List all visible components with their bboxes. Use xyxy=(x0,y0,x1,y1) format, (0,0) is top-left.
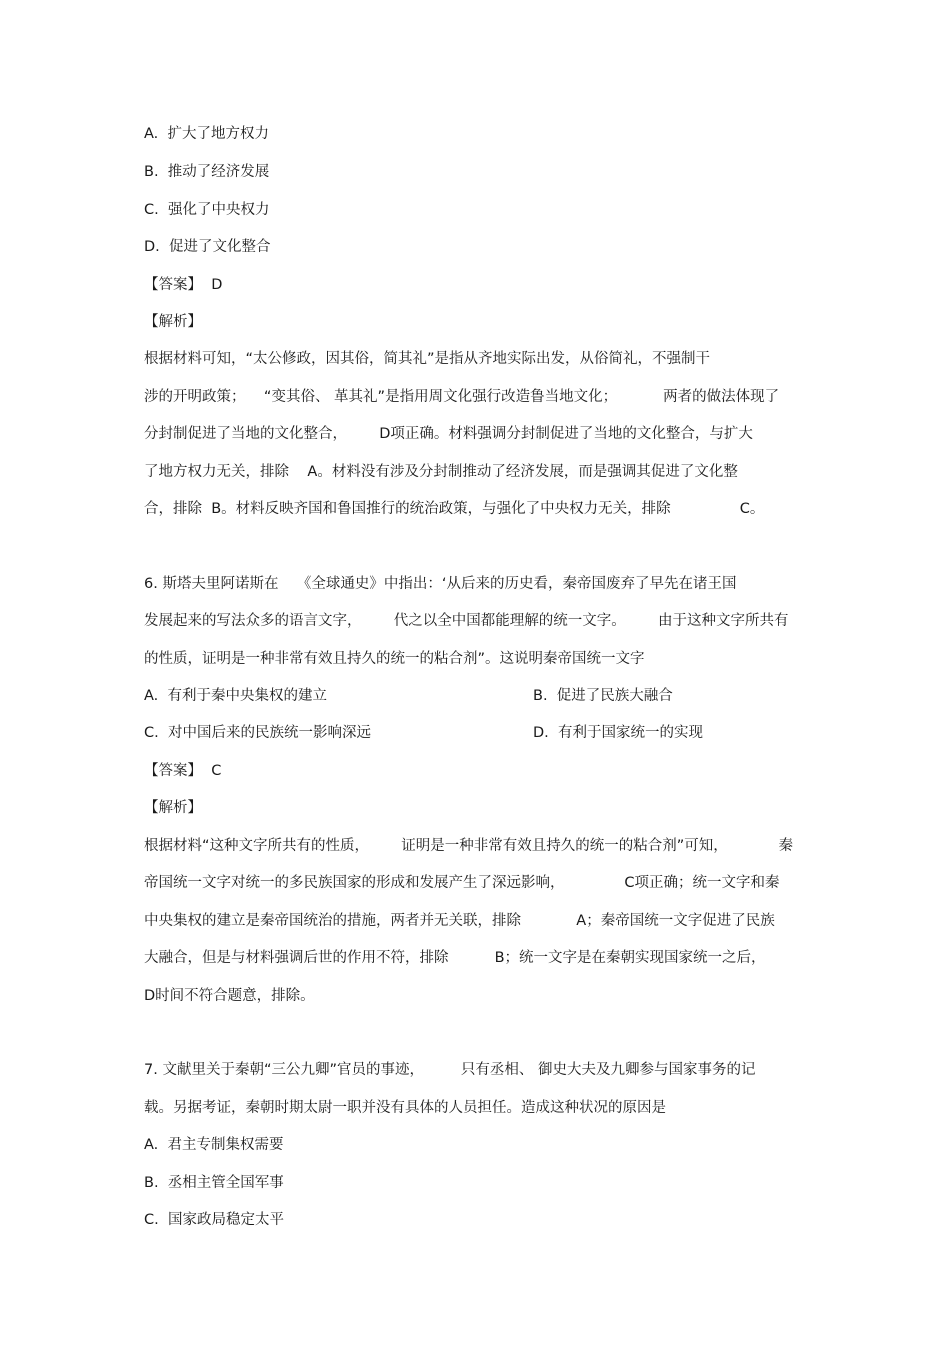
q7-option-c: C. 国家政局稳定太平 xyxy=(144,1212,284,1228)
q6-option-c: C. 对中国后来的民族统一影响深远 xyxy=(144,725,371,741)
q5-option-d: D. 促进了文化整合 xyxy=(144,239,271,255)
q5-option-a: A. 扩大了地方权力 xyxy=(144,126,269,142)
q6-answer: 【答案】 C xyxy=(144,763,222,779)
q5-analysis-line: 根据材料可知，“太公修政，因其俗，简其礼”是指从齐地实际出发，从俗简礼，不强制干 xyxy=(144,351,711,367)
q7-option-b: B. 丞相主管全国军事 xyxy=(144,1175,284,1191)
q6-option-b: B. 促进了民族大融合 xyxy=(533,688,673,704)
q5-option-b: B. 推动了经济发展 xyxy=(144,164,270,180)
q6-analysis-label: 【解析】 xyxy=(144,800,202,816)
q5-analysis-line: 了地方权力无关，排除 A。材料没有涉及分封制推动了经济发展，而是强调其促进了文化整 xyxy=(144,464,738,480)
q6-stem-line: 发展起来的写法众多的语言文字， 代之以全中国都能理解的统一文字。 由于这种文字所共有 xyxy=(144,613,789,629)
q7-stem-line: 载。另据考证，秦朝时期太尉一职并没有具体的人员担任。造成这种状况的原因是 xyxy=(144,1100,666,1116)
q7-stem-line: 7. 文献里关于秦朝“三公九卿”官员的事迹， 只有丞相、 御史大夫及九卿参与国家事务的记 xyxy=(144,1062,756,1078)
q5-analysis-line: 分封制促进了当地的文化整合， D项正确。材料强调分封制促进了当地的文化整合，与扩大 xyxy=(144,426,753,442)
q7-option-a: A. 君主专制集权需要 xyxy=(144,1137,284,1153)
q5-analysis-line: 合，排除 B。材料反映齐国和鲁国推行的统治政策，与强化了中央权力无关，排除 C。 xyxy=(144,501,765,517)
q6-option-a: A. 有利于秦中央集权的建立 xyxy=(144,688,327,704)
q6-analysis-line: 中央集权的建立是秦帝国统治的措施，两者并无关联，排除 A；秦帝国统一文字促进了民族 xyxy=(144,913,775,929)
q6-stem-line: 6. 斯塔夫里阿诺斯在 《全球通史》中指出：‘从后来的历史看，秦帝国废弃了早先在诸王国 xyxy=(144,576,737,592)
q6-analysis-line: 帝国统一文字对统一的多民族国家的形成和发展产生了深远影响， C项正确；统一文字和秦 xyxy=(144,875,780,891)
q5-answer: 【答案】 D xyxy=(144,277,223,293)
q6-option-d: D. 有利于国家统一的实现 xyxy=(533,725,703,741)
q6-analysis-line: 根据材料“这种文字所共有的性质， 证明是一种非常有效且持久的统一的粘合剂”可知， 秦 xyxy=(144,838,793,854)
q6-stem-line: 的性质，证明是一种非常有效且持久的统一的粘合剂”。这说明秦帝国统一文字 xyxy=(144,651,645,667)
q5-analysis-line: 涉的开明政策； “变其俗、 革其礼”是指用周文化强行改造鲁当地文化； 两者的做法体现了 xyxy=(144,389,780,405)
q5-analysis-label: 【解析】 xyxy=(144,314,202,330)
q5-option-c: C. 强化了中央权力 xyxy=(144,202,270,218)
q6-analysis-line: D时间不符合题意，排除。 xyxy=(144,988,315,1004)
q6-analysis-line: 大融合，但是与材料强调后世的作用不符，排除 B；统一文字是在秦朝实现国家统一之后， xyxy=(144,950,766,966)
